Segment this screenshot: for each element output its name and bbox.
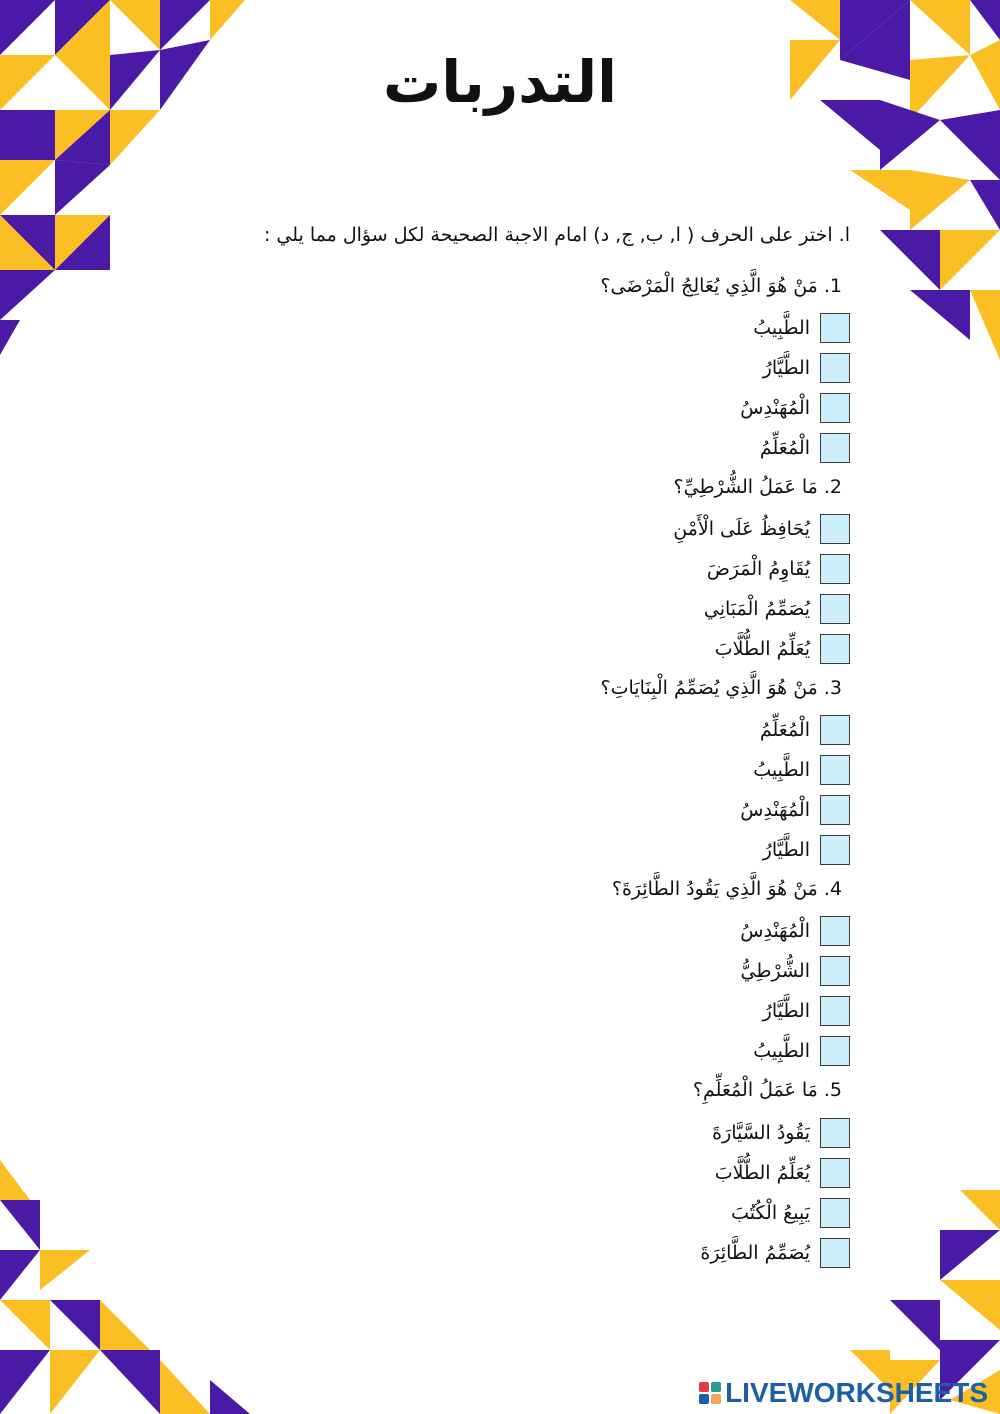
question-2-option-2[interactable] (707, 553, 850, 585)
option-label: الطَّبِيبُ (753, 1040, 810, 1062)
option-label: الْمُهَنْدِسُ (740, 920, 810, 942)
answer-checkbox[interactable] (820, 795, 850, 825)
question-1-option-4[interactable] (760, 432, 850, 464)
option-label: يُصَمِّمُ الطَّائِرَةَ (700, 1242, 810, 1264)
answer-checkbox[interactable] (820, 514, 850, 544)
question-number: 5. (823, 1079, 842, 1101)
option-label: يُقَاوِمُ الْمَرَضَ (706, 558, 810, 580)
answer-checkbox[interactable] (820, 393, 850, 423)
option-label: يَبِيعُ الْكُتُبَ (731, 1202, 810, 1224)
answer-checkbox[interactable] (820, 554, 850, 584)
answer-checkbox[interactable] (820, 755, 850, 785)
answer-checkbox[interactable] (820, 1158, 850, 1188)
question-text: مَنْ هُوَ الَّذِي يُصَمِّمُ الْبِنَايَاتِ؟ (600, 677, 818, 699)
answer-checkbox[interactable] (820, 594, 850, 624)
question-number: 2. (823, 476, 842, 498)
question-3-option-3[interactable] (740, 794, 850, 826)
option-label: الطَّبِيبُ (753, 759, 810, 781)
answer-checkbox[interactable] (820, 956, 850, 986)
option-label: يُعَلِّمُ الطُّلَّابَ (714, 638, 810, 660)
question-1 (600, 275, 842, 297)
question-1-option-1[interactable] (753, 312, 850, 344)
answer-checkbox[interactable] (820, 916, 850, 946)
option-label: الشُّرْطِيُّ (740, 960, 810, 982)
answer-checkbox[interactable] (820, 1118, 850, 1148)
question-number: 3. (823, 677, 842, 699)
question-2-option-3[interactable] (704, 593, 850, 625)
question-4-option-4[interactable] (753, 1035, 850, 1067)
question-text: مَنْ هُوَ الَّذِي يَقُودُ الطَّائِرَةَ؟ (611, 878, 818, 900)
instruction-text: ا. اختر على الحرف ( ا, ب, ج, د) امام الاجبة الصحيحة لكل سؤال مما يلي : (263, 224, 850, 246)
answer-checkbox[interactable] (820, 1198, 850, 1228)
option-label: الطَّيَّارُ (762, 839, 810, 861)
option-label: الْمُعَلِّمُ (759, 437, 810, 459)
question-3 (601, 677, 842, 699)
question-4 (612, 878, 842, 900)
option-label: الْمُهَنْدِسُ (740, 397, 810, 419)
answer-checkbox[interactable] (820, 634, 850, 664)
question-1-option-3[interactable] (740, 392, 850, 424)
question-3-option-4[interactable] (763, 834, 850, 866)
option-label: الطَّبِيبُ (753, 317, 810, 339)
option-label: الْمُهَنْدِسُ (740, 799, 810, 821)
liveworksheets-logo-icon (699, 1382, 721, 1404)
option-label: الطَّيَّارُ (762, 1000, 810, 1022)
question-5-option-2[interactable] (715, 1157, 850, 1189)
question-text: مَنْ هُوَ الَّذِي يُعَالِجُ الْمَرْضَى؟ (600, 275, 818, 297)
question-4-option-2[interactable] (741, 955, 850, 987)
answer-checkbox[interactable] (820, 715, 850, 745)
option-label: يَقُودُ السَّيَّارَةَ (712, 1122, 810, 1144)
page-title: التدربات (382, 48, 618, 116)
answer-checkbox[interactable] (820, 1238, 850, 1268)
question-5-option-3[interactable] (731, 1197, 850, 1229)
question-3-option-2[interactable] (753, 754, 850, 786)
question-1-option-2[interactable] (763, 352, 850, 384)
answer-checkbox[interactable] (820, 835, 850, 865)
question-number: 1. (823, 275, 842, 297)
answer-checkbox[interactable] (820, 433, 850, 463)
question-5 (693, 1079, 842, 1101)
option-label: يُعَلِّمُ الطُّلَّابَ (714, 1162, 810, 1184)
question-text: مَا عَمَلُ الْمُعَلِّمِ؟ (692, 1079, 818, 1101)
answer-checkbox[interactable] (820, 1036, 850, 1066)
option-label: يُحَافِظُ عَلَى الْأَمْنِ (673, 518, 810, 540)
answer-checkbox[interactable] (820, 353, 850, 383)
question-5-option-4[interactable] (700, 1237, 850, 1269)
brand-text: LIVEWORKSHEETS (725, 1377, 988, 1408)
question-2-option-4[interactable] (715, 633, 850, 665)
option-label: الْمُعَلِّمُ (759, 719, 810, 741)
question-2 (674, 476, 842, 498)
liveworksheets-brand[interactable] (699, 1378, 988, 1408)
answer-checkbox[interactable] (820, 996, 850, 1026)
question-4-option-3[interactable] (763, 995, 850, 1027)
decor-bottom-left (0, 1160, 260, 1414)
question-text: مَا عَمَلُ الشُّرْطِيِّ؟ (673, 476, 818, 498)
answer-checkbox[interactable] (820, 313, 850, 343)
question-4-option-1[interactable] (740, 915, 850, 947)
option-label: يُصَمِّمُ الْمَبَانِي (703, 598, 810, 620)
option-label: الطَّيَّارُ (762, 357, 810, 379)
question-2-option-1[interactable] (673, 513, 850, 545)
question-5-option-1[interactable] (712, 1117, 850, 1149)
question-number: 4. (823, 878, 842, 900)
question-3-option-1[interactable] (760, 714, 850, 746)
